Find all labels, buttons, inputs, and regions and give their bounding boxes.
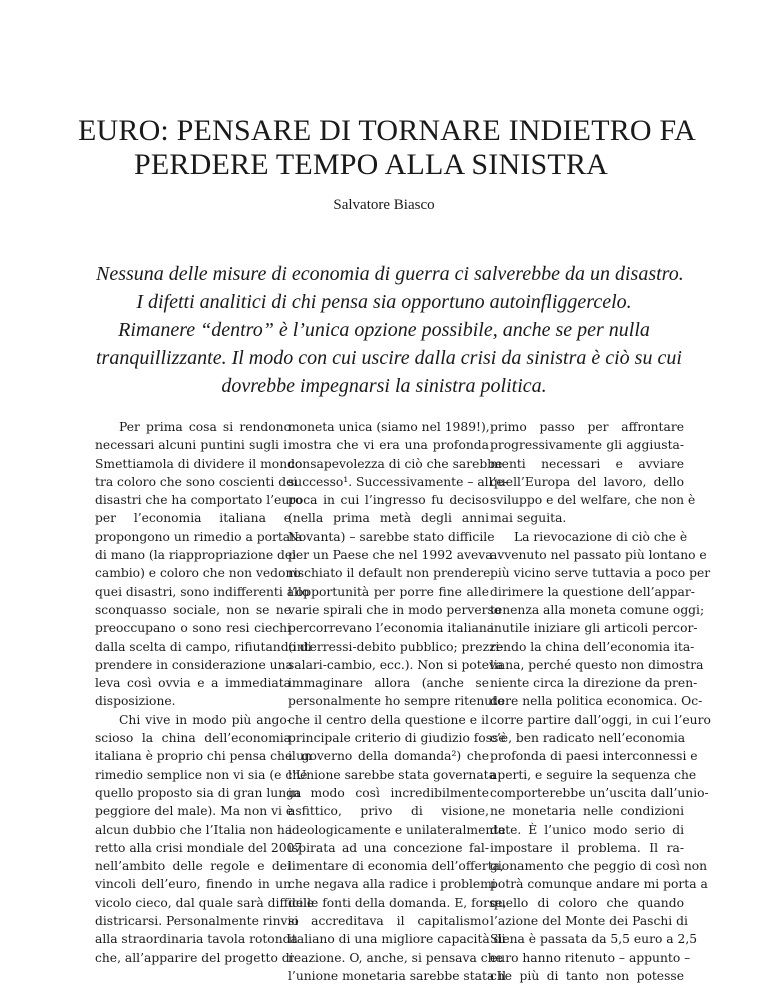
body-text-line: inutile iniziare gli articoli percor- bbox=[490, 621, 698, 636]
body-text-line: l’opportunità per porre fine alle bbox=[288, 584, 489, 599]
abstract bbox=[96, 260, 684, 400]
body-text-line: che il centro della questione e il bbox=[288, 712, 489, 727]
body-text-line: che negava alla radice i problemi bbox=[288, 877, 496, 892]
body-text-line: alla straordinaria tavola rotonda bbox=[95, 932, 298, 947]
body-text-line: in modo così incredibilmente bbox=[288, 785, 489, 800]
body-text-line: limentare di economia dell’offerta, bbox=[288, 859, 504, 874]
body-text-line: (nella prima metà degli anni bbox=[288, 511, 489, 526]
body-text-line: ne monetaria nelle condizioni bbox=[490, 804, 684, 819]
body-text-line: italiana è proprio chi pensa che un bbox=[95, 749, 312, 764]
body-text-line: che, all’apparire del progetto di bbox=[95, 950, 294, 965]
body-column-2 bbox=[288, 418, 508, 985]
abstract-line: Nessuna delle misure di economia di guerra ci salverebbe da un disastro. bbox=[96, 263, 684, 285]
abstract-line: I difetti analitici di chi pensa sia opportuno autoinfliggercelo. bbox=[136, 291, 632, 313]
body-text-line: immaginare allora (anche se bbox=[288, 676, 489, 691]
body-text-line: Smettiamola di dividere il mondo bbox=[95, 456, 303, 471]
body-text-line: c’è, ben radicato nell’economia bbox=[490, 731, 686, 746]
body-text-line: Chi vive in modo più ango- bbox=[119, 712, 291, 727]
body-text-line: poca in cui l’ingresso fu deciso bbox=[288, 493, 489, 508]
body-text-line: niente circa la direzione da pren- bbox=[490, 676, 698, 691]
body-text-line: dalla scelta di campo, rifiutando di bbox=[95, 639, 312, 654]
body-text-line: più vicino serve tuttavia a poco per bbox=[490, 566, 711, 581]
body-text-line: l’unione monetaria sarebbe stata il bbox=[288, 968, 507, 983]
body-text-line: delle fonti della domanda. E, forse, bbox=[288, 895, 507, 910]
body-text-line: moneta unica (siamo nel 1989!), bbox=[288, 420, 490, 434]
body-text-line: successo¹. Successivamente – all’e- bbox=[288, 474, 508, 489]
body-text-line: personalmente ho sempre ritenuto bbox=[288, 694, 505, 709]
body-text-line: quello di coloro che quando bbox=[490, 895, 684, 910]
body-column-1 bbox=[95, 418, 315, 967]
body-text-line: asfittico, privo di visione, bbox=[288, 804, 489, 819]
body-text-line: propongono un rimedio a portata bbox=[95, 529, 303, 544]
body-text-line: per l’economia italiana e bbox=[95, 511, 291, 526]
body-text-line: sconquasso sociale, non se ne bbox=[95, 602, 291, 617]
body-text-line: primo passo per affrontare bbox=[490, 420, 684, 434]
body-text-line: tenenza alla moneta comune oggi; bbox=[490, 602, 705, 617]
body-text-line: quei disastri, sono indifferenti allo bbox=[95, 584, 310, 599]
body-text-line: disposizione. bbox=[95, 694, 176, 709]
body-text-line: peggiore del male). Ma non vi è bbox=[95, 804, 294, 819]
body-text-line: rischiato il default non prendere bbox=[288, 566, 491, 581]
body-text-line: euro hanno ritenuto – appunto – bbox=[490, 950, 691, 965]
body-text-line: aperti, e seguire la sequenza che bbox=[490, 767, 697, 782]
abstract-line: dovrebbe impegnarsi la sinistra politica. bbox=[221, 375, 547, 397]
body-text-line: sviluppo e del welfare, che non è bbox=[490, 493, 696, 508]
body-text-line: di mano (la riappropriazione del bbox=[95, 548, 297, 563]
body-text-line: alcun dubbio che l’Italia non ha bbox=[95, 822, 293, 837]
author-name: Salvatore Biasco bbox=[333, 197, 435, 213]
title-line-2: PERDERE TEMPO ALLA SINISTRA bbox=[133, 148, 609, 181]
body-text-line: comporterebbe un’uscita dall’unio- bbox=[490, 785, 709, 800]
body-text-line: ideologicamente e unilateralmente bbox=[288, 822, 506, 837]
body-text-line: l’azione del Monte dei Paschi di bbox=[490, 914, 688, 929]
body-text-line: quello proposto sia di gran lunga bbox=[95, 785, 302, 800]
body-text-line: preoccupano o sono resi ciechi bbox=[95, 621, 291, 636]
body-column-3 bbox=[490, 418, 711, 985]
body-text-line: date. È l’unico modo serio di bbox=[490, 822, 684, 837]
body-text-line: dere nella politica economica. Oc- bbox=[490, 694, 703, 709]
body-text-line: mai seguita. bbox=[490, 511, 567, 526]
body-text-line: si accreditava il capitalismo bbox=[288, 914, 489, 929]
body-text-line: corre partire dall’oggi, in cui l’euro bbox=[490, 712, 711, 727]
abstract-line: tranquillizzante. Il modo con cui uscire dalla crisi da sinistra è ciò su cui bbox=[96, 347, 682, 369]
body-text-line: disastri che ha comportato l’euro bbox=[95, 493, 303, 508]
body-text-line: che più di tanto non potesse bbox=[490, 968, 684, 983]
body-text-line: menti necessari e avviare bbox=[490, 456, 684, 471]
body-text-line: progressivamente gli aggiusta- bbox=[490, 438, 684, 453]
body-text-line: reazione. O, anche, si pensava che bbox=[288, 950, 503, 965]
body-text-line: leva così ovvia e a immediata bbox=[95, 676, 291, 691]
body-text-line: il governo della domanda²) che bbox=[288, 749, 489, 764]
body-text-line: liana, perché questo non dimostra bbox=[490, 657, 704, 672]
body-text-line: Novanta) – sarebbe stato difficile bbox=[288, 529, 495, 544]
body-text-line: gionamento che peggio di così non bbox=[490, 859, 708, 874]
body-text-line: varie spirali che in modo perverso bbox=[288, 602, 502, 617]
body-text-line: per un Paese che nel 1992 aveva bbox=[288, 548, 493, 563]
body-text-line: rimedio semplice non vi sia (e che bbox=[95, 767, 308, 782]
body-text-line: districarsi. Personalmente rinvio bbox=[95, 914, 299, 929]
body-text-line: rendo la china dell’economia ita- bbox=[490, 639, 695, 654]
body-text-line: impostare il problema. Il ra- bbox=[490, 840, 684, 855]
body-text-line: profonda di paesi interconnessi e bbox=[490, 749, 698, 764]
body-text-line: (interressi-debito pubblico; prezzi- bbox=[288, 639, 504, 654]
body-text-line: dirimere la questione dell’appar- bbox=[490, 584, 695, 599]
body-text-line: consapevolezza di ciò che sarebbe bbox=[288, 456, 503, 471]
body-text-line: prendere in considerazione una bbox=[95, 657, 293, 672]
body-text-line: avvenuto nel passato più lontano e bbox=[490, 548, 707, 563]
body-text-line: mostra che vi era una profonda bbox=[288, 438, 489, 453]
body-text-line: l’Unione sarebbe stata governata bbox=[288, 767, 496, 782]
body-text-line: vicolo cieco, dal quale sarà difficile bbox=[95, 895, 315, 910]
title-line-1: EURO: PENSARE DI TORNARE INDIETRO FA bbox=[77, 114, 697, 147]
body-text-line: La rievocazione di ciò che è bbox=[514, 529, 688, 544]
body-text-line: scioso la china dell’economia bbox=[95, 731, 291, 746]
body-text-line: cambio) e coloro che non vedono bbox=[95, 566, 301, 581]
body-text-line: potrà comunque andare mi porta a bbox=[490, 877, 708, 892]
body-text-line: nell’ambito delle regole e dei bbox=[95, 859, 291, 874]
body-text-line: Siena è passata da 5,5 euro a 2,5 bbox=[490, 932, 698, 947]
body-text-line: italiano di una migliore capacità di bbox=[288, 932, 506, 947]
body-text-line: retto alla crisi mondiale del 2007 bbox=[95, 840, 303, 855]
abstract-line: Rimanere “dentro” è l’unica opzione possibile, anche se per nulla bbox=[118, 319, 650, 341]
body-text-line: necessari alcuni puntini sugli i. bbox=[95, 438, 291, 453]
body-text-line: vincoli dell’euro, finendo in un bbox=[95, 877, 291, 892]
body-text-line: Per prima cosa si rendono bbox=[119, 420, 291, 434]
body-text-line: percorrevano l’economia italiana bbox=[288, 621, 495, 636]
body-text-line: tra coloro che sono coscienti dei bbox=[95, 474, 298, 489]
body-text-line: ispirata ad una concezione fal- bbox=[288, 840, 489, 855]
body-text-line: quell’Europa del lavoro, dello bbox=[490, 474, 684, 489]
body-text-line: principale criterio di giudizio fosse bbox=[288, 731, 506, 746]
article-title bbox=[0, 114, 768, 182]
body-text-line: salari-cambio, ecc.). Non si poteva bbox=[288, 657, 504, 672]
